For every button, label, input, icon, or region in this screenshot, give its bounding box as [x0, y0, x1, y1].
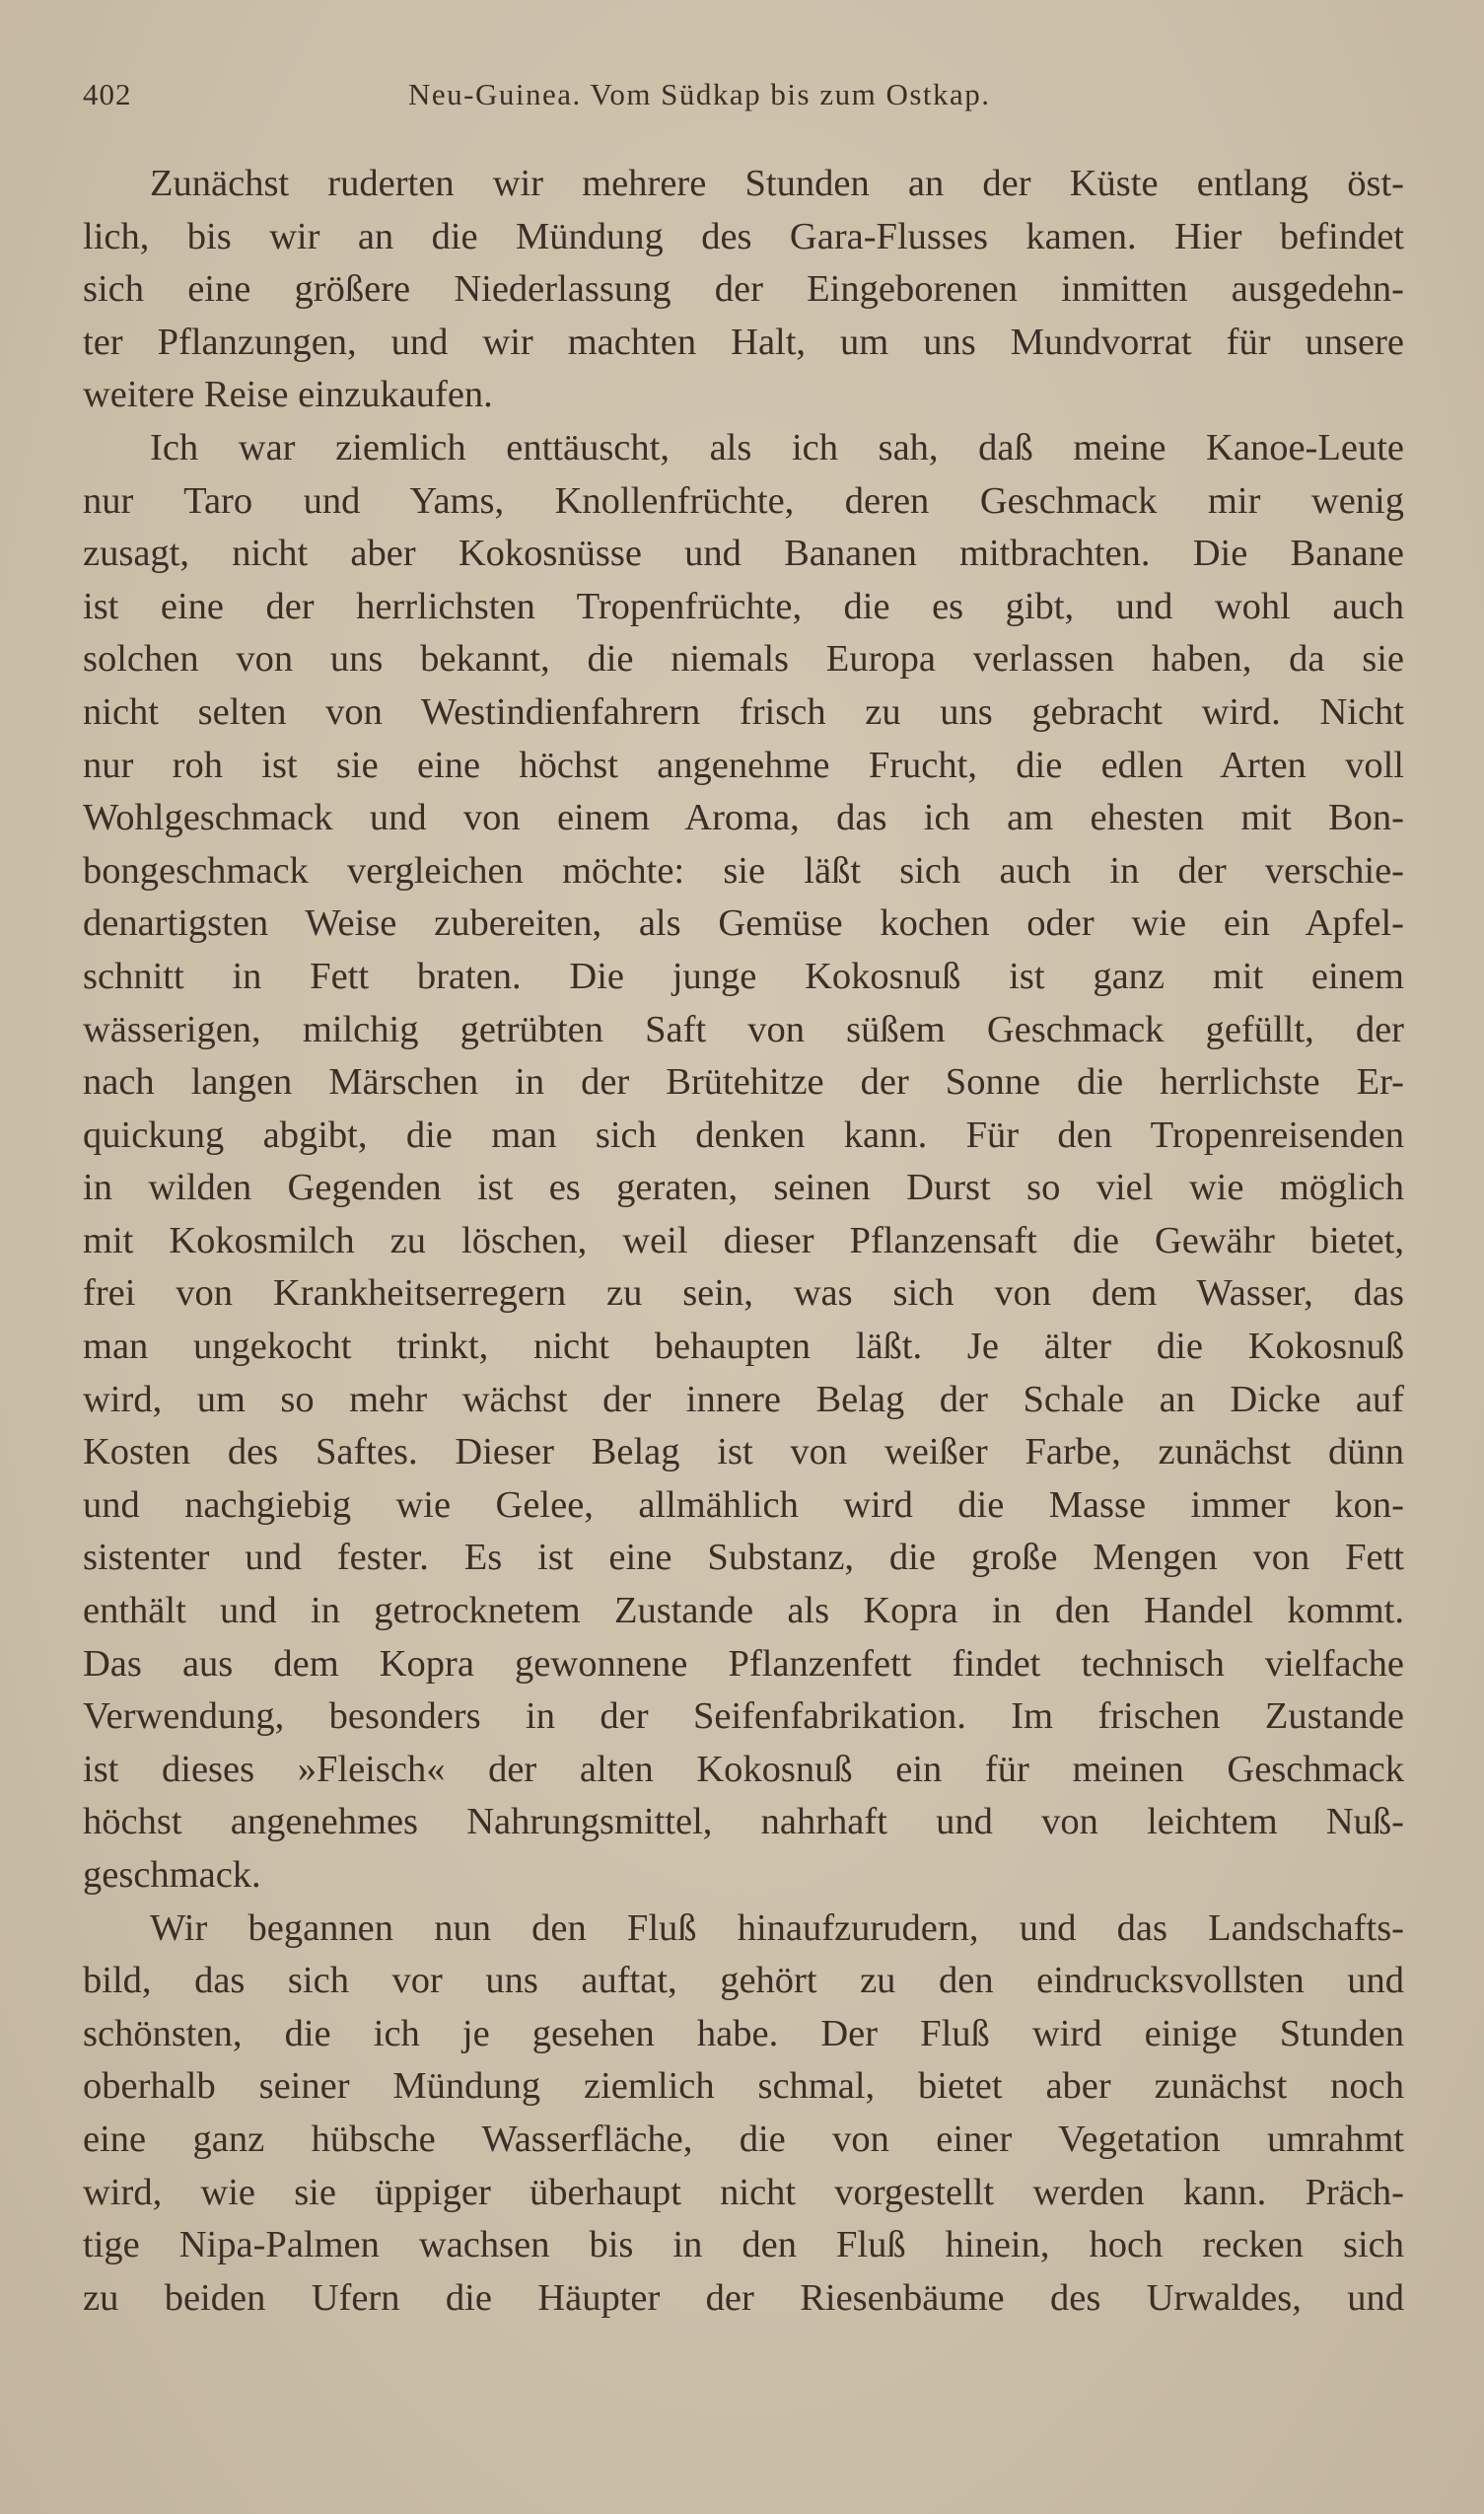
text-line: Kosten des Saftes. Dieser Belag ist von weißer Farbe, zunächst dünn	[83, 1431, 1404, 1473]
text-line: in wilden Gegenden ist es geraten, seinen Durst so viel wie möglich	[83, 1167, 1404, 1209]
text-line: schnitt in Fett braten. Die junge Kokosnuß ist ganz mit einem	[83, 955, 1404, 997]
text-line: eine ganz hübsche Wasserfläche, die von einer Vegetation umrahmt	[83, 2118, 1404, 2160]
text-line: und nachgiebig wie Gelee, allmählich wird die Masse immer kon-	[83, 1483, 1404, 1526]
text-line: bongeschmack vergleichen möchte: sie läßt sich auch in der verschie-	[83, 849, 1404, 892]
text-line: Zunächst ruderten wir mehrere Stunden an der Küste entlang öst-	[150, 163, 1404, 204]
text-line: Verwendung, besonders in der Seifenfabrikation. Im frischen Zustande	[83, 1695, 1404, 1738]
text-line: solchen von uns bekannt, die niemals Europa verlassen haben, da sie	[83, 638, 1404, 681]
text-line: oberhalb seiner Mündung ziemlich schmal, bietet aber zunächst noch	[83, 2065, 1404, 2108]
text-line: enthält und in getrocknetem Zustande als Kopra in den Handel kommt.	[83, 1590, 1404, 1632]
paragraph	[83, 1903, 1404, 2326]
text-line: man ungekocht trinkt, nicht behaupten läßt. Je älter die Kokosnuß	[83, 1326, 1404, 1368]
text-line: weitere Reise einzukaufen.	[83, 374, 493, 416]
text-line: geschmack.	[83, 1854, 261, 1896]
text-line: Wohlgeschmack und von einem Aroma, das ich am ehesten mit Bon-	[83, 797, 1404, 839]
text-line: tige Nipa-Palmen wachsen bis in den Fluß hinein, hoch recken sich	[83, 2224, 1404, 2266]
text-line: nur Taro und Yams, Knollenfrüchte, deren Geschmack mir wenig	[83, 479, 1404, 522]
text-line: sistenter und fester. Es ist eine Substanz, die große Mengen von Fett	[83, 1537, 1404, 1579]
text-line: ter Pflanzungen, und wir machten Halt, um uns Mundvorrat für unsere	[83, 321, 1404, 363]
text-line: höchst angenehmes Nahrungsmittel, nahrhaft und von leichtem Nuß-	[83, 1801, 1404, 1843]
body-text	[83, 158, 1404, 2325]
text-line: mit Kokosmilch zu löschen, weil dieser Pflanzensaft die Gewähr bietet,	[83, 1219, 1404, 1261]
text-line: Das aus dem Kopra gewonnene Pflanzenfett findet technisch vielfache	[83, 1642, 1404, 1685]
text-line: zu beiden Ufern die Häupter der Riesenbäume des Urwaldes, und	[83, 2276, 1404, 2319]
text-line: lich, bis wir an die Mündung des Gara-Flusses kamen. Hier befindet	[83, 215, 1404, 257]
text-line: nur roh ist sie eine höchst angenehme Frucht, die edlen Arten voll	[83, 744, 1404, 786]
text-line: wässerigen, milchig getrübten Saft von süßem Geschmack gefüllt, der	[83, 1008, 1404, 1050]
text-line: sich eine größere Niederlassung der Eingeborenen inmitten ausgedehn-	[83, 268, 1404, 311]
paragraph	[83, 422, 1404, 1903]
text-line: denartigsten Weise zubereiten, als Gemüse kochen oder wie ein Apfel-	[83, 902, 1404, 945]
text-line: bild, das sich vor uns auftat, gehört zu den eindrucksvollsten und	[83, 1960, 1404, 2002]
text-line: wird, wie sie üppiger überhaupt nicht vorgestellt werden kann. Präch-	[83, 2171, 1404, 2213]
text-line: frei von Krankheitserregern zu sein, was sich von dem Wasser, das	[83, 1272, 1404, 1315]
page-header	[83, 77, 1404, 116]
text-line: wird, um so mehr wächst der innere Belag der Schale an Dicke auf	[83, 1378, 1404, 1420]
text-line: ist eine der herrlichsten Tropenfrüchte, die es gibt, und wohl auch	[83, 585, 1404, 627]
text-line: Wir begannen nun den Fluß hinaufzurudern, und das Landschafts-	[150, 1906, 1404, 1949]
text-line: schönsten, die ich je gesehen habe. Der Fluß wird einige Stunden	[83, 2012, 1404, 2054]
running-head: Neu-Guinea. Vom Südkap bis zum Ostkap.	[408, 77, 991, 111]
text-line: quickung abgibt, die man sich denken kann. Für den Tropenreisenden	[83, 1113, 1404, 1156]
text-line: Ich war ziemlich enttäuscht, als ich sah, daß meine Kanoe-Leute	[150, 426, 1404, 468]
text-line: nicht selten von Westindienfahrern frisch zu uns gebracht wird. Nicht	[83, 690, 1404, 733]
page-number: 402	[83, 77, 132, 111]
text-line: zusagt, nicht aber Kokosnüsse und Bananen mitbrachten. Die Banane	[83, 533, 1404, 575]
paragraph	[83, 158, 1404, 422]
text-line: ist dieses »Fleisch« der alten Kokosnuß ein für meinen Geschmack	[83, 1748, 1404, 1790]
text-line: nach langen Märschen in der Brütehitze der Sonne die herrlichste Er-	[83, 1061, 1404, 1104]
